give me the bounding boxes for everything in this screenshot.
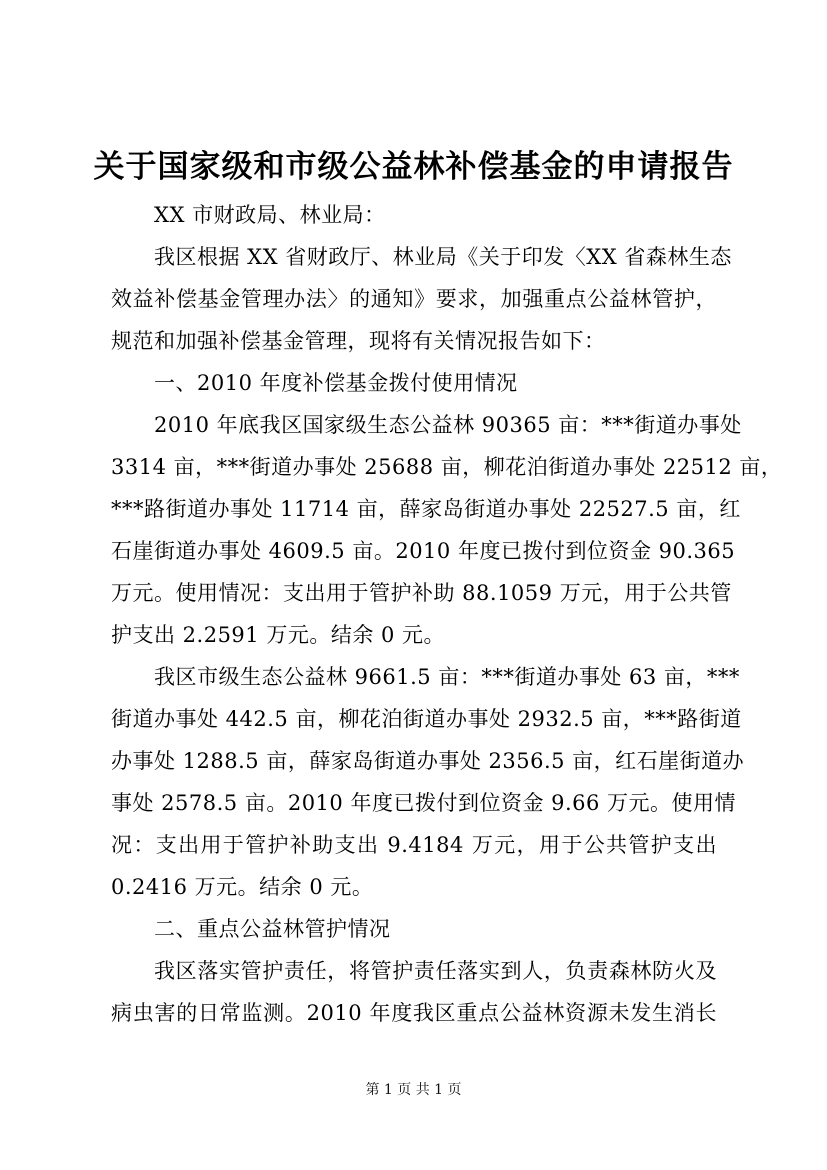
body-line: 况：支出用于管护补助支出 9.4184 万元，用于公共管护支出 [111,833,717,857]
body-line: 石崖街道办事处 4609.5 亩。2010 年度已拨付到位资金 90.365 [111,539,736,563]
body-line: 效益补偿基金管理办法〉的通知》要求，加强重点公益林管护， [111,287,717,311]
page-footer: 第 1 页 共 1 页 [365,1082,462,1098]
body-line: 0.2416 万元。结余 0 元。 [111,875,374,899]
body-line: 病虫害的日常监测。2010 年度我区重点公益林资源未发生消长 [111,1001,717,1025]
section-heading: 一、2010 年度补偿基金拨付使用情况 [154,371,518,395]
body-line: 护支出 2.2591 万元。结余 0 元。 [111,623,446,647]
section-heading: 二、重点公益林管护情况 [154,917,391,941]
body-line: 规范和加强补偿基金管理，现将有关情况报告如下： [111,329,606,353]
body-line: 办事处 1288.5 亩，薛家岛街道办事处 2356.5 亩，红石崖街道办 [111,749,745,773]
body-line: 万元。使用情况：支出用于管护补助 88.1059 万元，用于公共管 [111,581,732,605]
document-title: 关于国家级和市级公益林补偿基金的申请报告 [93,149,734,185]
body-line: 我区市级生态公益林 9661.5 亩：***街道办事处 63 亩，*** [154,665,740,689]
body-line: 街道办事处 442.5 亩，柳花泊街道办事处 2932.5 亩，***路街道 [111,707,742,731]
body-line: 事处 2578.5 亩。2010 年度已拨付到位资金 9.66 万元。使用情 [111,791,737,815]
body-line: 3314 亩，***街道办事处 25688 亩，柳花泊街道办事处 22512 亩， [111,455,783,479]
body-line: ***路街道办事处 11714 亩，薛家岛街道办事处 22527.5 亩，红 [111,497,741,521]
body-line: 2010 年底我区国家级生态公益林 90365 亩：***街道办事处 [154,413,742,437]
addressee: XX 市财政局、林业局： [154,203,386,227]
body-line: 我区根据 XX 省财政厅、林业局《关于印发〈XX 省森林生态 [154,245,732,269]
body-line: 我区落实管护责任，将管护责任落实到人，负责森林防火及 [154,959,717,983]
